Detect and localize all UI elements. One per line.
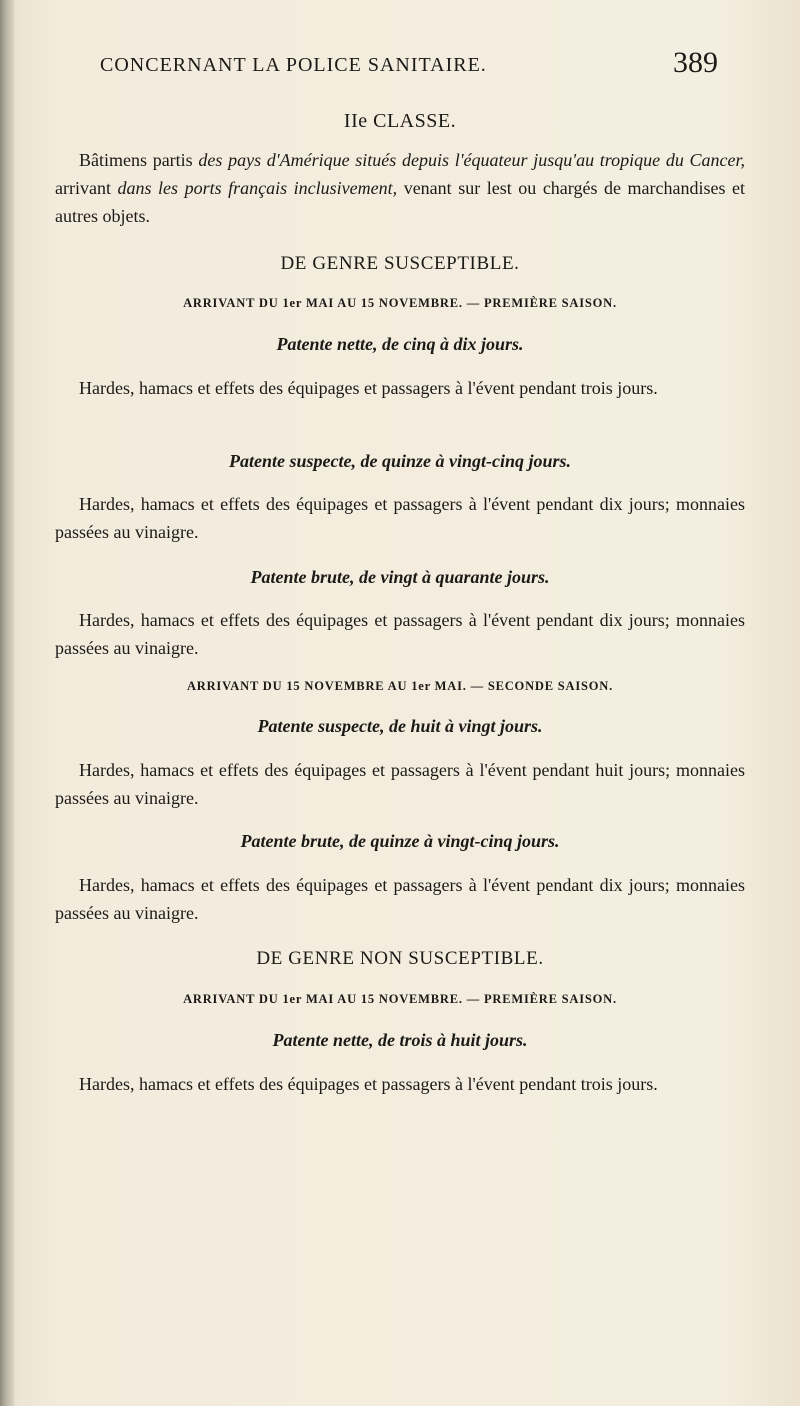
page-number: 389	[673, 46, 718, 79]
patente-brute2-text	[55, 871, 745, 927]
intro-part1: Bâtimens partis	[79, 150, 199, 170]
running-title: CONCERNANT LA POLICE SANITAIRE.	[100, 54, 487, 76]
patente-nette2-heading: Patente nette, de trois à huit jours.	[272, 1030, 528, 1050]
patente-brute-text	[55, 606, 745, 662]
patente-brute2-heading: Patente brute, de quinze à vingt-cinq jours.	[240, 831, 560, 851]
patente-nette2-body: Hardes, hamacs et effets des équipages et passagers à l'évent pendant trois jours.	[79, 1074, 658, 1094]
patente-suspecte-heading: Patente suspecte, de quinze à vingt-cinq jours.	[229, 451, 571, 471]
intro-part2: des pays d'Amérique situés depuis l'équateur jusqu'au tropique du Cancer,	[198, 150, 746, 170]
season-heading-2: ARRIVANT DU 15 NOVEMBRE AU 1er MAI. — SECONDE SAISON.	[186, 679, 614, 693]
patente-nette-text	[55, 374, 745, 402]
patente-nette-body: Hardes, hamacs et effets des équipages et passagers à l'évent pendant trois jours.	[79, 378, 658, 398]
intro-paragraph	[55, 146, 745, 230]
class-title: IIe CLASSE.	[343, 110, 457, 132]
patente-nette2-text	[55, 1070, 745, 1098]
patente-brute2-body: Hardes, hamacs et effets des équipages et passagers à l'évent pendant dix jours; monnaies passées au vinaigre.	[55, 875, 745, 923]
heading-susceptible: DE GENRE SUSCEPTIBLE.	[280, 253, 520, 274]
intro-part4: dans les ports français inclusivement,	[117, 178, 398, 198]
season-heading-3: ARRIVANT DU 1er MAI AU 15 NOVEMBRE. — PREMIÈRE SAISON.	[183, 992, 617, 1006]
intro-part3: arrivant	[55, 178, 118, 198]
intro-part5: venant sur lest ou chargés de marchandises et autres objets.	[55, 178, 746, 226]
patente-brute-heading: Patente brute, de vingt à quarante jours.	[250, 567, 550, 587]
patente-brute-body: Hardes, hamacs et effets des équipages et passagers à l'évent pendant dix jours; monnaies passées au vinaigre.	[55, 610, 745, 658]
patente-nette-heading: Patente nette, de cinq à dix jours.	[276, 334, 524, 354]
patente-suspecte2-body: Hardes, hamacs et effets des équipages et passagers à l'évent pendant huit jours; monnaies passées au vinaigre.	[55, 760, 745, 808]
patente-suspecte2-text	[55, 756, 745, 812]
page-gutter-shadow	[0, 0, 14, 1406]
heading-non-susceptible: DE GENRE NON SUSCEPTIBLE.	[256, 948, 544, 969]
patente-suspecte2-heading: Patente suspecte, de huit à vingt jours.	[257, 716, 543, 736]
patente-suspecte-body: Hardes, hamacs et effets des équipages et passagers à l'évent pendant dix jours; monnaies passées au vinaigre.	[55, 494, 745, 542]
season-heading-1: ARRIVANT DU 1er MAI AU 15 NOVEMBRE. — PREMIÈRE SAISON.	[183, 296, 617, 310]
running-head	[100, 46, 718, 86]
patente-suspecte-text	[55, 490, 745, 546]
